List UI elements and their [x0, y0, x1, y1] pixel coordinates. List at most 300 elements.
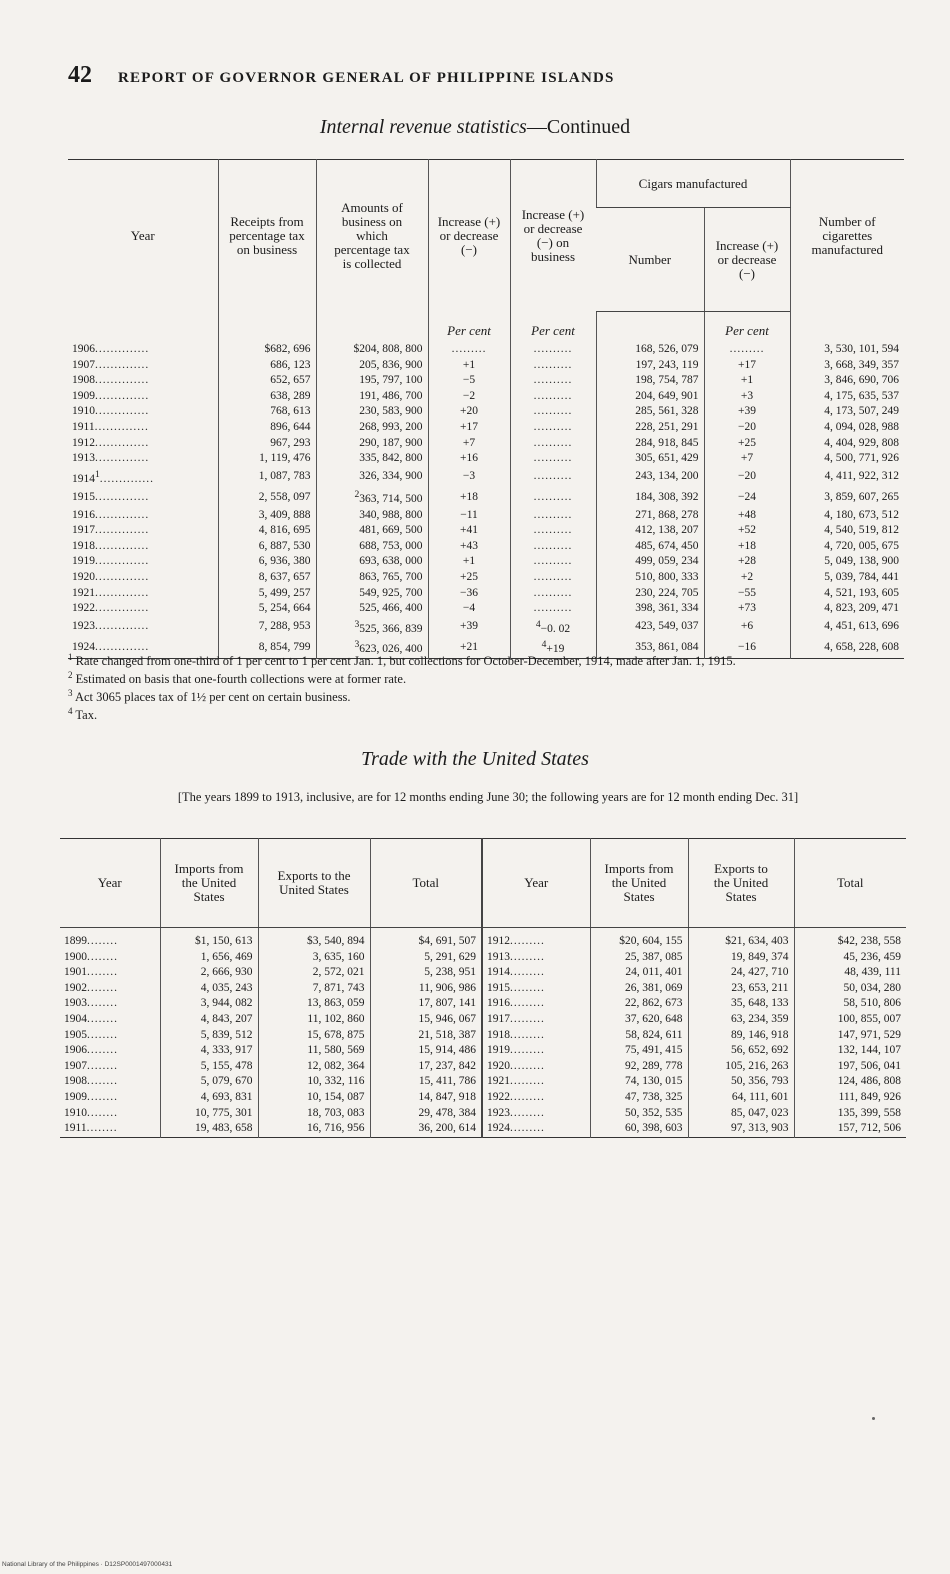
year-value: 1922 [72, 602, 95, 615]
imports-cell: 5, 079, 670 [160, 1074, 258, 1090]
receipts-cell: 638, 289 [218, 389, 316, 405]
cigars-number-cell: 204, 649, 901 [596, 389, 704, 405]
footnote-ref: 3 [354, 618, 360, 630]
leader-dots: .......... [533, 508, 573, 521]
leader-dots: .............. [95, 405, 150, 418]
table-row [68, 586, 904, 602]
year-value: 1905 [64, 1028, 87, 1041]
imports-cell: 5, 839, 512 [160, 1028, 258, 1044]
table-row [60, 1074, 906, 1090]
exports-cell: 3, 635, 160 [258, 950, 370, 966]
exports-cell: 64, 111, 601 [688, 1090, 794, 1106]
year-value: 1922 [487, 1090, 510, 1103]
year-cell [60, 950, 160, 966]
cigars-number-cell: 271, 868, 278 [596, 508, 704, 524]
leader-dots: .......... [533, 539, 573, 552]
cigars-number-cell: 184, 308, 392 [596, 487, 704, 507]
increase-receipts-cell [428, 586, 510, 602]
amount-value: 863, 765, 700 [359, 570, 423, 583]
leader-dots: .......... [533, 343, 573, 355]
imports-cell: 74, 130, 015 [590, 1074, 688, 1090]
cigars-increase-cell [704, 617, 790, 637]
leader-dots: .......... [533, 470, 573, 483]
amount-value: 623, 026, 400 [359, 643, 423, 655]
increase-value: −11 [460, 508, 478, 521]
cigars-number-cell: 412, 138, 207 [596, 523, 704, 539]
exports-cell: 19, 849, 374 [688, 950, 794, 966]
exports-cell: $21, 634, 403 [688, 928, 794, 950]
cigarettes-cell: 4, 404, 929, 808 [790, 436, 904, 452]
header-exports-right: Exports to the United States [688, 839, 794, 928]
table-row [68, 420, 904, 436]
receipts-cell: 6, 936, 380 [218, 554, 316, 570]
increase-value: +7 [462, 436, 476, 449]
imports-cell: 5, 155, 478 [160, 1059, 258, 1075]
table-row [68, 487, 904, 507]
table-row [68, 554, 904, 570]
imports-cell: 22, 862, 673 [590, 996, 688, 1012]
leader-dots: ........ [86, 1122, 118, 1135]
footnote-ref: 4 [541, 639, 547, 651]
total-cell: $42, 238, 558 [794, 928, 906, 950]
header-total-left: Total [370, 839, 482, 928]
cigars-increase-cell [704, 373, 790, 389]
cigarettes-cell: 4, 720, 005, 675 [790, 539, 904, 555]
year-cell [68, 373, 218, 389]
leader-dots: .............. [95, 452, 150, 465]
amount-cell [316, 508, 428, 524]
imports-cell: 3, 944, 082 [160, 996, 258, 1012]
footnote-ref: 2 [354, 489, 360, 501]
increase-receipts-cell [428, 373, 510, 389]
increase-business-cell [510, 508, 596, 524]
year-cell [482, 965, 590, 981]
increase-value: −5 [462, 374, 476, 387]
increase-business-cell [510, 617, 596, 637]
leader-dots: ......... [510, 966, 545, 979]
leader-dots: .......... [533, 436, 573, 449]
year-value: 1913 [72, 452, 95, 465]
total-cell: 157, 712, 506 [794, 1121, 906, 1137]
increase-receipts-cell [428, 467, 510, 487]
increase-receipts-cell [428, 342, 510, 358]
cigars-number-cell: 423, 549, 037 [596, 617, 704, 637]
year-value: 1908 [64, 1075, 87, 1088]
exports-cell: 10, 332, 116 [258, 1074, 370, 1090]
amount-value: 335, 842, 800 [359, 452, 423, 465]
header-increase-business: Increase (+) or decrease (−) on business [510, 160, 596, 312]
year-cell [482, 1074, 590, 1090]
footnote-mark: 4 [68, 706, 73, 717]
table-row [60, 1012, 906, 1028]
year-cell [68, 451, 218, 467]
percent-unit-row [68, 312, 904, 343]
leader-dots: ......... [510, 1028, 545, 1041]
receipts-cell: 3, 409, 888 [218, 508, 316, 524]
increase-business-cell [510, 436, 596, 452]
cigarettes-cell: 4, 094, 028, 988 [790, 420, 904, 436]
imports-cell: 4, 693, 831 [160, 1090, 258, 1106]
cigarettes-cell: 4, 180, 673, 512 [790, 508, 904, 524]
percent-label: Per cent [510, 312, 596, 343]
cigars-increase-cell [704, 554, 790, 570]
leader-dots: ........ [87, 1075, 118, 1088]
amount-value: $204, 808, 800 [353, 343, 423, 355]
increase-value: +52 [738, 524, 756, 537]
year-value: 1906 [72, 343, 95, 355]
year-value: 1923 [487, 1106, 510, 1119]
increase-business-cell [510, 487, 596, 507]
amount-cell [316, 436, 428, 452]
amount-value: 268, 993, 200 [359, 420, 423, 433]
increase-value: +2 [740, 570, 754, 583]
year-cell [60, 1059, 160, 1075]
footnote [68, 686, 908, 704]
leader-dots: .............. [95, 524, 150, 537]
exports-cell: 16, 716, 956 [258, 1121, 370, 1137]
increase-value: +3 [740, 389, 754, 402]
cigars-number-cell: 305, 651, 429 [596, 451, 704, 467]
imports-cell: 4, 843, 207 [160, 1012, 258, 1028]
year-cell [482, 1090, 590, 1106]
increase-value: +41 [460, 524, 478, 537]
leader-dots: ........ [87, 1012, 118, 1025]
year-cell [482, 1043, 590, 1059]
leader-dots: ......... [510, 1106, 545, 1119]
leader-dots: ......... [510, 1059, 545, 1072]
total-cell: 132, 144, 107 [794, 1043, 906, 1059]
amount-value: 191, 486, 700 [359, 389, 423, 402]
increase-receipts-cell [428, 420, 510, 436]
table-row [60, 1090, 906, 1106]
total-cell: 124, 486, 808 [794, 1074, 906, 1090]
cigars-number-cell: 168, 526, 079 [596, 342, 704, 358]
imports-cell: 2, 666, 930 [160, 965, 258, 981]
leader-dots: ........ [87, 1059, 118, 1072]
cigarettes-cell: 4, 173, 507, 249 [790, 404, 904, 420]
year-value: 1921 [72, 586, 95, 599]
leader-dots: .............. [95, 640, 150, 653]
receipts-cell: 1, 087, 783 [218, 467, 316, 487]
total-cell: 15, 914, 486 [370, 1043, 482, 1059]
leader-dots: .......... [533, 358, 573, 371]
table-row [60, 981, 906, 997]
leader-dots: ......... [510, 1044, 545, 1057]
exports-cell: 11, 102, 860 [258, 1012, 370, 1028]
total-cell: 45, 236, 459 [794, 950, 906, 966]
footnote-text: Rate changed from one-third of 1 per cent to 1 per cent Jan. 1, but collections for October-December, 1914, made after Jan. 1, 1915. [75, 654, 736, 669]
increase-value: +17 [460, 420, 478, 433]
header-imports-right: Imports from the United States [590, 839, 688, 928]
cigars-number-cell: 485, 674, 450 [596, 539, 704, 555]
exports-cell: 35, 648, 133 [688, 996, 794, 1012]
increase-receipts-cell [428, 436, 510, 452]
cigarettes-cell: 4, 658, 228, 608 [790, 637, 904, 658]
table-row [68, 467, 904, 487]
imports-cell: 25, 387, 085 [590, 950, 688, 966]
increase-value: −20 [738, 470, 756, 483]
exports-cell: 7, 871, 743 [258, 981, 370, 997]
year-value: 1917 [72, 524, 95, 537]
year-cell [482, 1106, 590, 1122]
imports-cell: 26, 381, 069 [590, 981, 688, 997]
table-row [60, 1043, 906, 1059]
page-number: 42 [68, 62, 92, 88]
header-amounts: Amounts of business on which percentage tax is collected [316, 160, 428, 312]
amount-cell [316, 404, 428, 420]
increase-value: +21 [460, 640, 478, 653]
exports-cell: 23, 653, 211 [688, 981, 794, 997]
exports-cell: 2, 572, 021 [258, 965, 370, 981]
leader-dots: .............. [94, 420, 149, 433]
increase-value: −3 [462, 470, 476, 483]
amount-cell [316, 523, 428, 539]
year-cell [60, 928, 160, 950]
cigars-number-cell: 510, 800, 333 [596, 570, 704, 586]
cigarettes-cell: 4, 175, 635, 537 [790, 389, 904, 405]
increase-value: +19 [546, 643, 565, 655]
cigars-number-cell: 230, 224, 705 [596, 586, 704, 602]
increase-receipts-cell [428, 487, 510, 507]
leader-dots: .............. [95, 436, 150, 449]
table-row [68, 617, 904, 637]
amount-cell [316, 451, 428, 467]
cigars-increase-cell [704, 539, 790, 555]
increase-value: +17 [738, 358, 756, 371]
leader-dots: ......... [510, 1090, 545, 1103]
leader-dots: ........ [87, 1090, 118, 1103]
leader-dots: ........ [87, 935, 118, 947]
leader-dots: ........ [87, 1028, 118, 1041]
total-cell: 17, 807, 141 [370, 996, 482, 1012]
increase-receipts-cell [428, 389, 510, 405]
cigars-increase-cell [704, 467, 790, 487]
year-value: 1903 [64, 997, 87, 1010]
header-year: Year [130, 227, 155, 243]
cigars-number-cell: 353, 861, 084 [596, 637, 704, 658]
year-value: 1920 [72, 570, 95, 583]
increase-business-cell [510, 467, 596, 487]
year-cell [482, 981, 590, 997]
footnote-ref: 3 [354, 639, 360, 651]
increase-business-cell [510, 523, 596, 539]
exports-cell: $3, 540, 894 [258, 928, 370, 950]
imports-cell: 1, 656, 469 [160, 950, 258, 966]
leader-dots: .......... [533, 524, 573, 537]
leader-dots: .......... [533, 490, 573, 503]
increase-business-cell [510, 570, 596, 586]
total-cell: 36, 200, 614 [370, 1121, 482, 1137]
footnote-mark: 2 [68, 670, 73, 681]
cigars-increase-cell [704, 342, 790, 358]
year-cell [60, 1074, 160, 1090]
cigarettes-cell: 5, 039, 784, 441 [790, 570, 904, 586]
year-value: 1918 [72, 539, 95, 552]
amount-value: 688, 753, 000 [359, 539, 423, 552]
year-cell [68, 523, 218, 539]
table-row [68, 358, 904, 374]
cigarettes-cell: 4, 540, 519, 812 [790, 523, 904, 539]
year-cell [60, 1106, 160, 1122]
increase-value: +39 [460, 620, 478, 633]
cigarettes-cell: 3, 668, 349, 357 [790, 358, 904, 374]
total-cell: 100, 855, 007 [794, 1012, 906, 1028]
table-row [68, 342, 904, 358]
total-cell: 11, 906, 986 [370, 981, 482, 997]
amount-value: 340, 988, 800 [359, 508, 423, 521]
increase-receipts-cell [428, 539, 510, 555]
increase-value: −24 [738, 490, 756, 503]
receipts-cell: 768, 613 [218, 404, 316, 420]
table-row [60, 965, 906, 981]
year-value: 1911 [64, 1122, 87, 1135]
cigars-increase-cell [704, 601, 790, 617]
cigars-number-cell: 398, 361, 334 [596, 601, 704, 617]
amount-cell [316, 342, 428, 358]
increase-business-cell [510, 373, 596, 389]
increase-value: +7 [740, 452, 754, 465]
table1-title-italic: Internal revenue statistics [319, 116, 527, 138]
increase-receipts-cell [428, 570, 510, 586]
leader-dots: .......... [533, 570, 573, 583]
total-cell: 135, 399, 558 [794, 1106, 906, 1122]
header-total-right: Total [794, 839, 906, 928]
table-row [68, 436, 904, 452]
total-cell: 15, 946, 067 [370, 1012, 482, 1028]
year-cell [60, 981, 160, 997]
increase-value: −4 [462, 602, 476, 615]
amount-cell [316, 601, 428, 617]
year-cell [68, 389, 218, 405]
cigars-increase-cell [704, 586, 790, 602]
percent-label: Per cent [428, 312, 510, 343]
amount-value: 290, 187, 900 [359, 436, 423, 449]
increase-value: +28 [738, 555, 756, 568]
year-cell [68, 601, 218, 617]
year-value: 1901 [64, 966, 87, 979]
year-value: 1919 [487, 1044, 510, 1057]
year-value: 1914 [487, 966, 510, 979]
cigars-number-cell: 228, 251, 291 [596, 420, 704, 436]
leader-dots: ........ [87, 1044, 118, 1057]
year-value: 1900 [64, 950, 87, 963]
year-value: 1924 [487, 1122, 510, 1135]
speck [872, 1417, 875, 1420]
leader-dots: ........ [87, 981, 118, 994]
header-increase-receipts: Increase (+) or decrease (−) [428, 160, 510, 312]
increase-receipts-cell [428, 523, 510, 539]
table-row [68, 523, 904, 539]
year-value: 1917 [487, 1012, 510, 1025]
leader-dots: .............. [99, 472, 155, 485]
footnotes [68, 650, 908, 723]
total-cell: 197, 506, 041 [794, 1059, 906, 1075]
exports-cell: 13, 863, 059 [258, 996, 370, 1012]
cigars-increase-cell [704, 451, 790, 467]
exports-cell: 85, 047, 023 [688, 1106, 794, 1122]
cigarettes-cell: 4, 411, 922, 312 [790, 467, 904, 487]
year-cell [482, 928, 590, 950]
increase-business-cell [510, 554, 596, 570]
header-exports-left: Exports to the United States [258, 839, 370, 928]
imports-cell: 60, 398, 603 [590, 1121, 688, 1137]
exports-cell: 50, 356, 793 [688, 1074, 794, 1090]
cigarettes-cell: 4, 451, 613, 696 [790, 617, 904, 637]
leader-dots: ........ [87, 950, 118, 963]
amount-cell [316, 539, 428, 555]
table-row [60, 1059, 906, 1075]
cigars-number-cell: 198, 754, 787 [596, 373, 704, 389]
total-cell: 29, 478, 384 [370, 1106, 482, 1122]
cigars-increase-cell [704, 523, 790, 539]
exports-cell: 15, 678, 875 [258, 1028, 370, 1044]
table-row [68, 601, 904, 617]
amount-cell [316, 570, 428, 586]
table2-title: Trade with the United States [361, 748, 589, 770]
footnote-mark: 1 [68, 652, 73, 662]
leader-dots: .............. [95, 389, 150, 402]
year-value: 1910 [72, 405, 95, 418]
table-row [60, 996, 906, 1012]
table2-note: [The years 1899 to 1913, inclusive, are for 12 months ending June 30; the following years are for 12 month ending Dec. 31] [177, 790, 799, 804]
increase-business-cell [510, 539, 596, 555]
trade-table [60, 838, 906, 1138]
amount-value: 549, 925, 700 [359, 586, 423, 599]
receipts-cell: 6, 887, 530 [218, 539, 316, 555]
cigars-increase-cell [704, 570, 790, 586]
receipts-cell: 896, 644 [218, 420, 316, 436]
footnote-ref: 1 [95, 468, 100, 480]
exports-cell: 56, 652, 692 [688, 1043, 794, 1059]
year-value: 1908 [72, 374, 95, 387]
leader-dots: ........ [87, 1106, 118, 1119]
year-cell [68, 358, 218, 374]
year-cell [60, 1012, 160, 1028]
increase-business-cell [510, 420, 596, 436]
year-value: 1916 [72, 508, 95, 521]
exports-cell: 12, 082, 364 [258, 1059, 370, 1075]
year-cell [482, 1028, 590, 1044]
footnote [68, 650, 908, 668]
imports-cell: 37, 620, 648 [590, 1012, 688, 1028]
total-cell: $4, 691, 507 [370, 928, 482, 950]
leader-dots: ......... [510, 1122, 545, 1135]
table-row [60, 928, 906, 950]
amount-cell [316, 586, 428, 602]
table-row [60, 950, 906, 966]
leader-dots: .............. [95, 490, 150, 503]
year-cell [482, 996, 590, 1012]
total-cell: 58, 510, 806 [794, 996, 906, 1012]
header-cigars: Cigars manufactured [596, 160, 790, 208]
year-value: 1911 [72, 420, 95, 433]
leader-dots: ......... [510, 950, 545, 963]
amount-value: 205, 836, 900 [359, 358, 423, 371]
total-cell: 50, 034, 280 [794, 981, 906, 997]
year-cell [68, 617, 218, 637]
table-row [68, 539, 904, 555]
year-cell [482, 1012, 590, 1028]
receipts-cell: 5, 499, 257 [218, 586, 316, 602]
amount-value: 363, 714, 500 [359, 493, 423, 505]
cigarettes-cell: 4, 521, 193, 605 [790, 586, 904, 602]
year-value: 1912 [72, 436, 95, 449]
leader-dots: ........ [87, 997, 118, 1010]
footnote-text: Act 3065 places tax of 1½ per cent on certain business. [74, 690, 351, 705]
cigarettes-cell: 4, 500, 771, 926 [790, 451, 904, 467]
exports-cell: 24, 427, 710 [688, 965, 794, 981]
table-row [68, 373, 904, 389]
